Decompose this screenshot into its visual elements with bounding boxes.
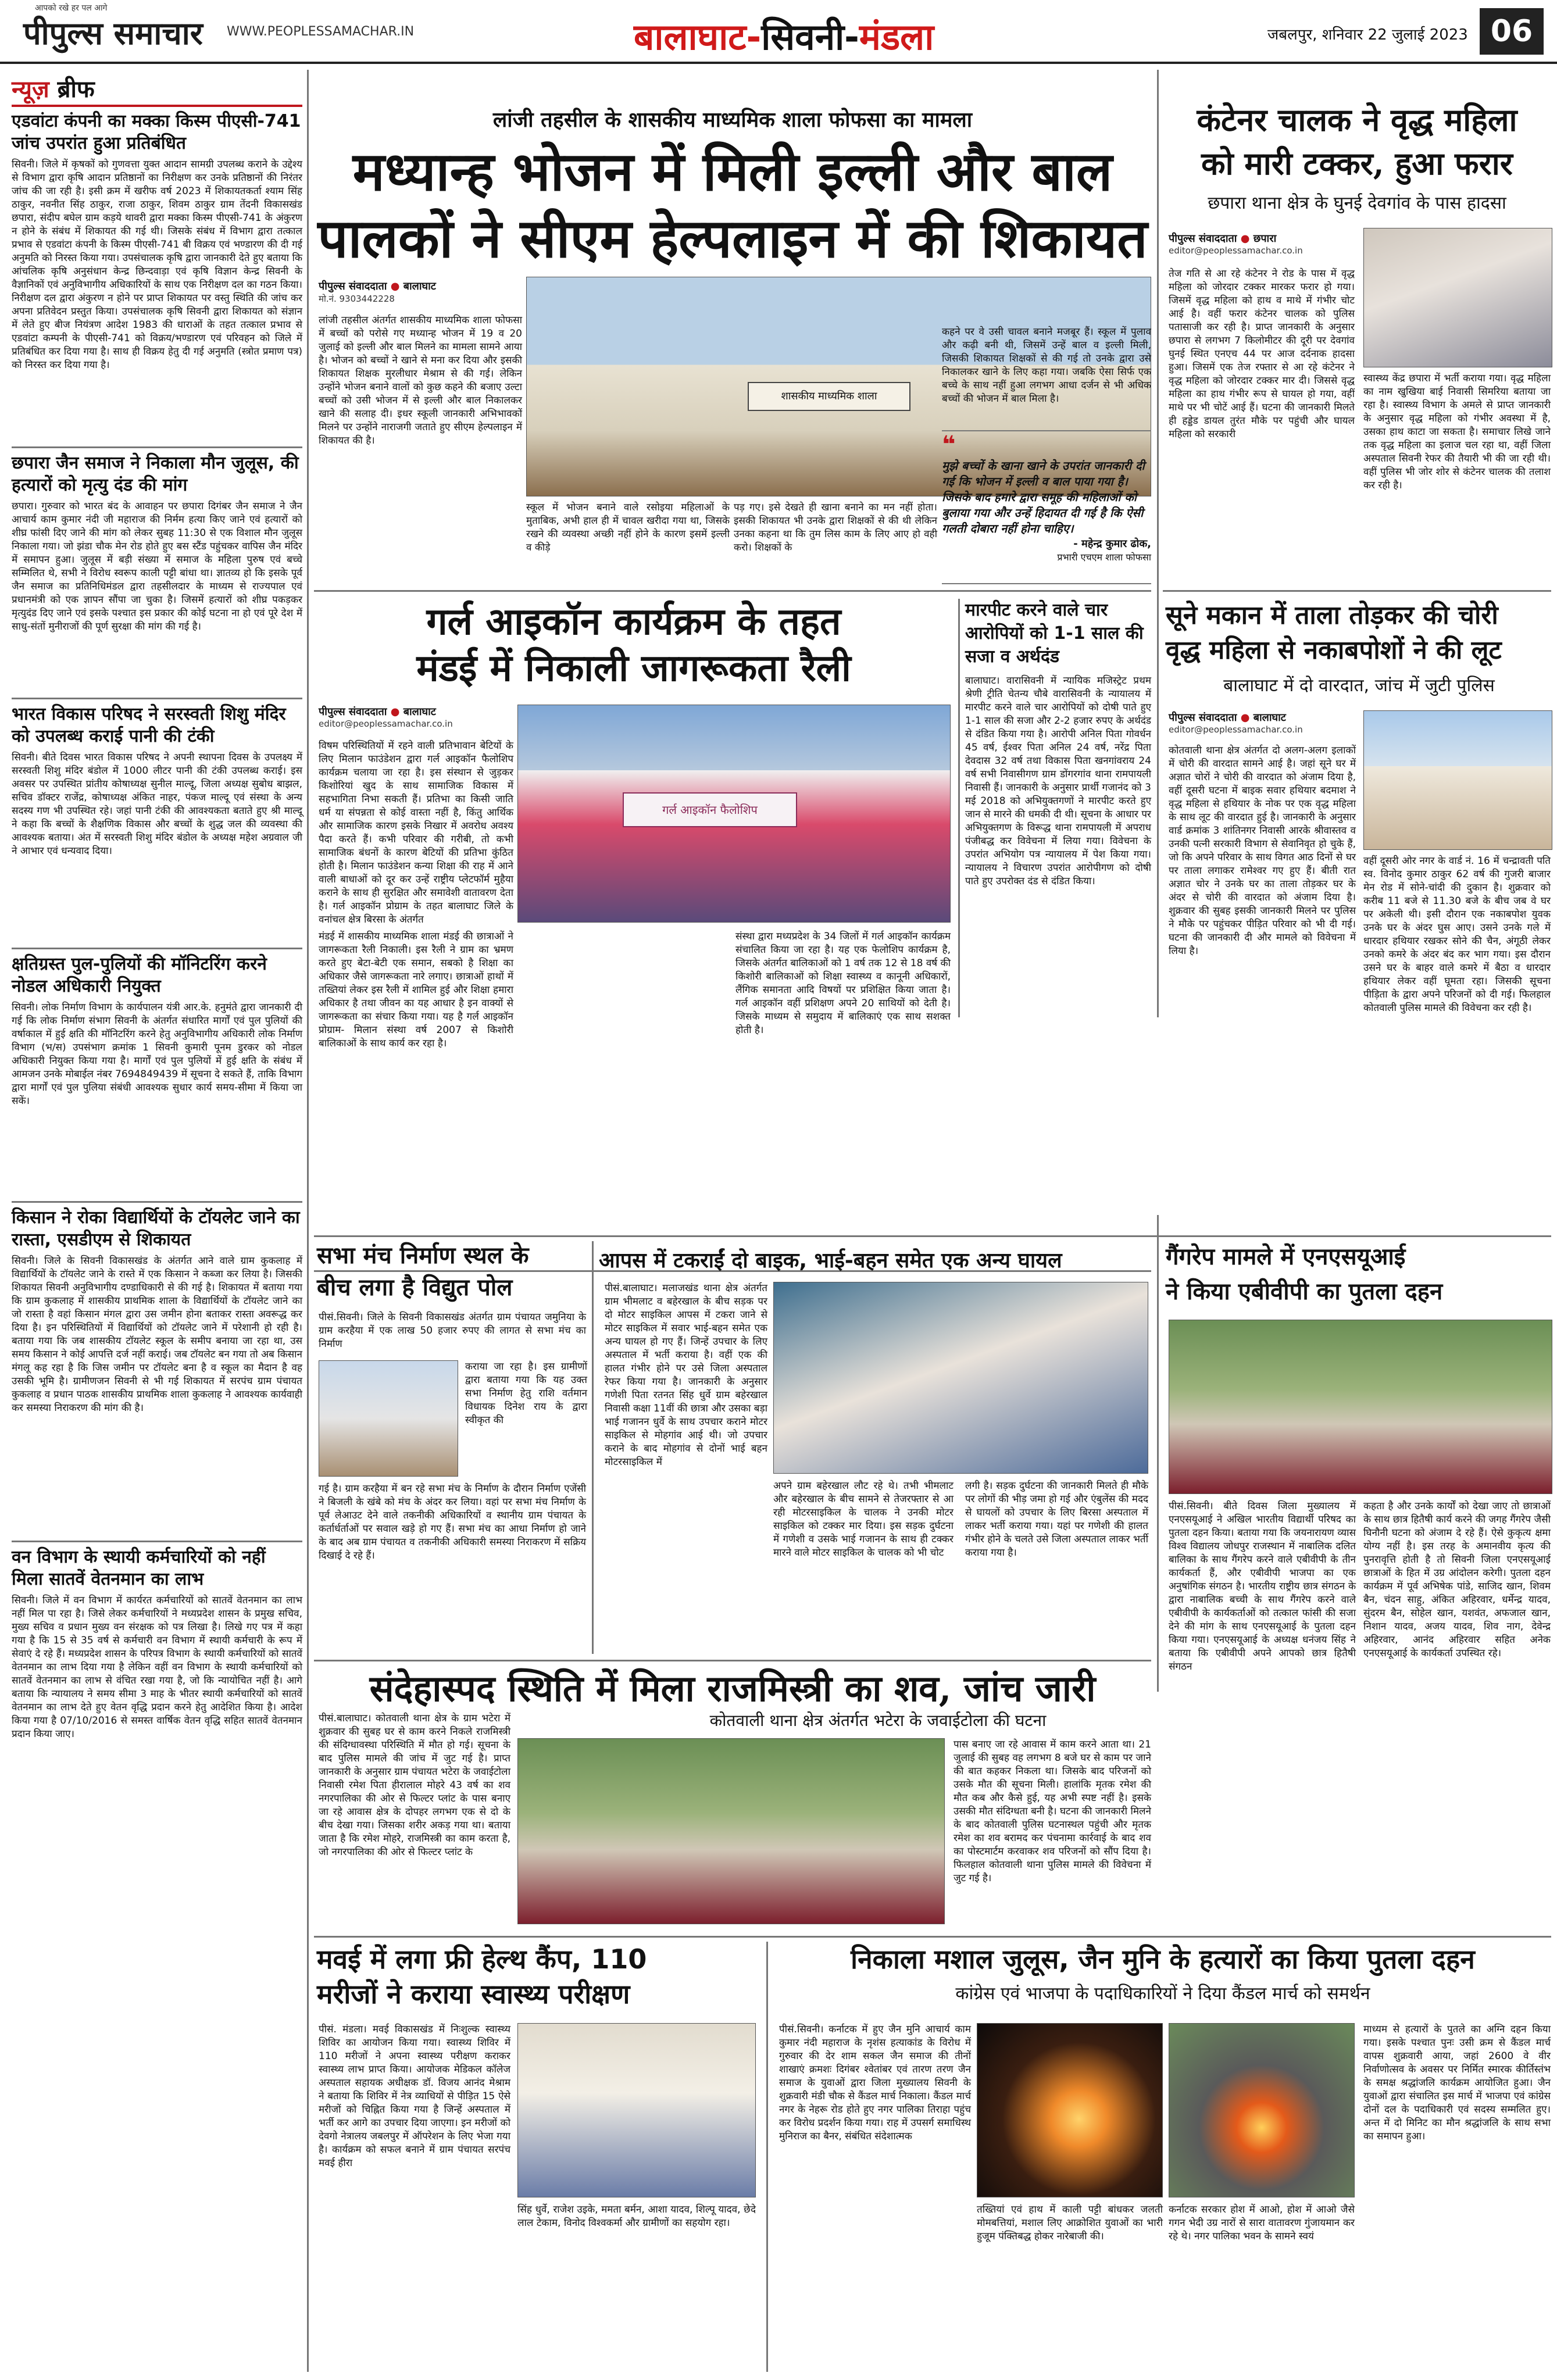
lead-kicker: लांजी तहसील के शासकीय माध्यमिक शाला फोफसा का मामला: [492, 108, 973, 132]
column-divider: [307, 70, 309, 2372]
lead-col-1: लांजी तहसील अंतर्गत शासकीय माध्यमिक शाला फोफसा में बच्चों को परोसे गए मध्यान्ह भोजन में 19 व 20 जुलाई को इल्ली और बाल मिलने का मामला सामने आया है। भोजन को बच्चों ने खाने से मना कर दिया और इसकी शिकायत शिक्षक मुरलीधार मेश्राम से की गई। लेकिन उन्होंने भोजन बनाने वालों को कुछ कहने की बजाए उल्टा बच्चों को उसी भोजन में से इल्ली और बाल निकालकर खाने की सलाह दी। इधर स्कूली जानकारी अभिभावकों मिलने पर उन्होंने नाराजगी जताते हुए सीएम हेल्पलाइन में शिकायत की है।: [319, 315, 522, 446]
health-col-1: पीसं. मंडला। मवई विकासखंड में निःशुल्क स्वास्थ्य शिविर का आयोजन किया गया। स्वास्थ्य शिविर में 110 मरीजों ने अपना स्वास्थ्य परीक्षण कराकर स्वास्थ्य लाभ प्राप्त किया। आयोजक मेडिकल कॉलेज अस्पताल सहायक अधीक्षक डॉ. विजय आनंद मेश्राम ने बताया कि शिविर में नेत्र व्याधियों से पीड़ित 15 ऐसे मरीजों को चिह्नित किया गया है जिन्हें अस्पताल में भर्ती कर आगे का उपचार दिया जाएगा। इन मरीजों को देवगो नेत्रालय जबलपुर में ऑपरेशन के लिए भेजा गया है। कार्यक्रम को सफल बनाने में ग्राम पंचायत सरपंच मवई हीरा: [319, 2024, 510, 2169]
brief-body: सिवनी। जिले में कृषकों को गुणवत्ता युक्त आदान सामग्री उपलब्ध कराने के उद्देश्य से विभाग द्वारा कृषि आदान प्रतिष्ठानों का निरीक्षण कर उनके प्रतिष्ठानों की निरंतर जांच की जा रही है। इसी क्रम में खरीफ वर्ष 2023 में शिकायतकर्ता श्याम सिंह ठाकुर, नवनीत सिंह ठाकुर, राजा ठाकुर, शिवम ठाकुर ग्राम तेंदनी विकासखंड छपारा, संदीप बघेल ग्राम कड़ये थावरी द्वारा मक्का किस्म पीएसी-741 के अंकुरण न होने के संबंध में शिकायत की गई थी। जिसके संबंध में विभाग द्वारा तत्काल प्रभाव से एडवांटा कंपनी के किस्म पीएसी-741 बी विक्रय एवं भण्डारण की दी गई अनुमति को निरस्त किया गया। उपसंचालक कृषि द्वारा जानकारी देते हुए बताया कि आंचलिक कृषि अनुसंधान केन्द्र छिन्दवाड़ा एवं कृषि विज्ञान केन्द्र सिवनी के वैज्ञानिकों एवं अनुविभागीय अधिकारियों के साथ एक निरीक्षण दल का गठन किया। निरीक्षण दल द्वारा अंकुरण न होने पर प्राप्त शिकायत पर वस्तु स्थिति की जांच कर अपना प्रतिवेदन प्रस्तुत किया। उपसंचालक कृषि सिवनी द्वारा शिकायत को संज्ञान में लेते हुए बीज नियंत्रण आदेश 1983 की धाराओं के तहत तत्काल प्रभाव से एडवांटा कम्पनी के पीएसी-741 को विक्रय/भण्डारण एवं परिवहन को जिले में प्रतिबंधित कर दिया गया है। साथ ही विक्रय हेतु दी गई अनुमति (स्त्रोत प्रमाण पत्र) को निरस्त कर दिया गया है।: [12, 159, 302, 371]
edition-part-3: मंडला: [859, 16, 934, 58]
torch-col-1: पीसं.सिवनी। कर्नाटक में हुए जैन मुनि आचार्य काम कुमार नंदी महाराज के नृशंस हत्याकांड के विरोध में गुरुवार की देर शाम सकल जैन समाज की तीनों शाखाएं क्रमशः दिगंबर श्वेतांबर एवं तारण तरण जैन समाज के युवाओं द्वारा जिला मुख्यालय सिवनी के शुक्रवारी मंडी चौक से कैंडल मार्च निकाला। कैंडल मार्च नगर के नेहरू रोड होते हुए नगर पालिका तिराहा पहुंच कर विरोध प्रदर्शन किया गया। राह में उपसर्ग समाधिस्थ मुनिराज का बैनर, संबंधित संदेशात्मक: [779, 2024, 971, 2142]
pole-photo: [319, 1360, 458, 1477]
house-photo: [1363, 710, 1552, 850]
effigy-burning-photo: [1169, 2023, 1355, 2197]
lead-headline-2[interactable]: पालकों ने सीएम हेल्पलाइन में की शिकायत: [317, 207, 1148, 270]
lead-col-2: स्कूल में भोजन बनाने वाले रसोइया महिलाओं के मुताबिक, अभी हाल ही में चावल खरीदा गया था, जिसके रखने की व्यवस्था अच्छी नहीं होने के कारण इसमें इल्ली व कीड़े: [526, 502, 730, 553]
lead-col-4: कहने पर वे उसी चावल बनाने मजबूर हैं। स्कूल में पुलाव और कढ़ी बनी थी, जिसमें उन्हें बाल व इल्ली मिली, जिसकी शिकायत शिक्षकों से की गई तो उनके द्वारा उसे निकालकर खाने के लिए कहा गया। जबकि ऐसा सिर्फ एक बच्चे के साथ नहीं हुआ लगभग आधा दर्जन से भी अधिक बच्चों की भोजन में बाल मिला है।: [942, 326, 1151, 405]
accident-col-2: अपने ग्राम बहेरखाल लौट रहे थे। तभी भीमलाट और बहेरखाल के बीच सामने से तेजरफ्तार से आ रही मोटरसाइकिल के चालक ने उनकी मोटर साइकिल को टक्कर मार दिया। इस सड़क दुर्घटना में गणेशी व उसके भाई गजानन के साथ ही टक्कर मारने वाले मोटर साइकिल के चालक को भी चोट: [773, 1480, 954, 1559]
girl-icon-headline-2[interactable]: मंडई में निकाली जागरूकता रैली: [416, 646, 851, 690]
brief-title: वन विभाग के स्थायी कर्मचारियों को नहीं मिला सातवें वेतनमान का लाभ: [12, 1547, 266, 1589]
girl-icon-byline: पीपुल्स संवाददाता ● बालाघाट editor@peoplessamachar.co.in: [319, 706, 453, 729]
school-sign: शासकीय माध्यमिक शाला: [748, 382, 910, 411]
container-byline: पीपुल्स संवाददाता ● छपारा editor@peoplessamachar.co.in: [1169, 233, 1303, 256]
divider: [1163, 590, 1551, 592]
edition-part-2: सिवनी-: [761, 16, 859, 58]
edition-part-1: बालाघाट-: [634, 16, 762, 58]
edition-title: [634, 12, 934, 60]
theft-headline-1[interactable]: सूने मकान में ताला तोड़कर की चोरी: [1166, 601, 1498, 630]
container-col-2: स्वास्थ्य केंद्र छपारा में भर्ती कराया गया। वृद्ध महिला का नाम खुखिया बाई निवासी सिमरिया बताया जा रहा है। स्वास्थ्य विभाग के अमले से प्राप्त जानकारी के अनुसार वृद्ध महिला को गंभीर अवस्था में है, उसका हाथ काटा जा सकता है। समाचार लिखे जाने तक वृद्ध महिला का इलाज चल रहा था, वहीं जिला अस्पताल सिवनी रेफर की तैयारी भी की जा रही थी। वहीं पुलिस भी जोर शोर से कंटेनर चालक की तलाश कर रही है।: [1363, 373, 1551, 491]
rally-banner: गर्ल आइकॉन फैलोशिप: [623, 792, 797, 827]
health-headline-2[interactable]: मरीजों ने कराया स्वास्थ्य परीक्षण: [317, 1978, 630, 2010]
torch-headline[interactable]: निकाला मशाल जुलूस, जैन मुनि के हत्यारों का किया पुतला दहन: [851, 1943, 1475, 1975]
torch-col-3: कर्नाटक सरकार होश में आओ, होश में आओ जैसे गगन भेदी उग्र नारों से सारा वातावरण गुंजायमान कर रहे थे। नगर पालिका भवन के सामने स्वयं: [1169, 2204, 1355, 2242]
assault-headline[interactable]: मारपीट करने वाले चार आरोपियों को 1-1 साल की सजा व अर्थदंड: [965, 600, 1144, 667]
injured-siblings-photo: [773, 1282, 1148, 1474]
theft-byline: पीपुल्स संवाददाता ● बालाघाट editor@peoplessamachar.co.in: [1169, 712, 1303, 735]
mason-col-2: पास बनाए जा रहे आवास में काम करने आता था। 21 जुलाई की सुबह वह लगभग 8 बजे घर से काम पर जाने की बात कहकर निकला था। जिसके बाद परिजनों को उसके मौत की सूचना मिली। हालांकि मृतक रमेश की मौत कब और कैसे हुई, यह अभी स्पष्ट नहीं है। इसके उसकी मौत संदिग्धता बनी है। घटना की जानकारी मिलने के बाद कोतवाली पुलिस घटनास्थल पहुंची और मृतक रमेश का शव बरामद कर पंचनामा कार्रवाई के बाद शव का पोस्टमार्टम करवाकर शव परिजनों को सौंप दिया है। फिलहाल कोतवाली थाना पुलिस मामले की विवेचना में जुट गई है।: [954, 1739, 1151, 1884]
nsui-col-2: कहता है और उनके कार्यों को देखा जाए तो छात्राओं के साथ छात्र हितैषी कार्य करने की जगह गैंगरेप जैसी घिनौनी घटना को अंजाम दे रहे हैं। ऐसे कुकृत्य क्षमा योग्य नहीं है। इस तरह के अमानवीय कृत्य की पुनरावृत्ति होती है तो सिवनी जिला एनएसयूआई छात्राओं के हित में उग्र आंदोलन करेगी। पुतला दहन कार्यक्रम में पूर्व अभिषेक पांडे, साजिद खान, शिवम बैन, चंदन साहु, अंकित अहिरवार, धर्मेन्द्र यादव, सुंदरम बैन, सोहेल खान, यशवंत, अफजाल खान, निशान यादव, अजय यादव, शिव नाग, देवेन्द्र अहिरवार, आनंद अहिरवार सहित अनेक एनएसयूआई के कार्यकर्ता उपस्थित रहे।: [1363, 1500, 1551, 1659]
brief-item[interactable]: [12, 452, 302, 696]
pole-col-2: कराया जा रहा है। इस ग्रामीणों द्वारा बताया गया कि यह उक्त सभा निर्माण हेतु राशि वर्तमान विधायक दिनेश राय के द्वारा स्वीकृत की: [465, 1361, 587, 1426]
divider: [12, 446, 302, 448]
divider: [12, 698, 302, 699]
column-divider: [958, 599, 960, 1017]
torch-march-photo: [977, 2023, 1163, 2197]
lead-byline: पीपुल्स संवाददाता ● बालाघाट मो.नं. 9303442228: [319, 280, 436, 304]
girl-icon-col-1: मंडई में शासकीय माध्यमिक शाला मंडई की छात्राओं ने जागरूकता रैली निकाली। इस रैली ने ग्राम का भ्रमण करते हुए बेटा-बेटी एक समान, सबको है शिक्षा का अधिकार जैसे जागरूकता नारे लगाए। छात्राओं हाथों में तख्तियां लेकर इस रैली में शामिल हुई और शिक्षा हमारा अधिकार है तथा जीवन का यह आधार है इन वाक्यों से जागरूकता का संचार किया गया। यह है गर्ल आइकॉन प्रोग्राम- मिलान संस्था वर्ष 2007 से किशोरी बालिकाओं के साथ कार्य कर रहा है।: [319, 931, 513, 1049]
brief-rule: [12, 105, 302, 107]
lead-col-3: पड़ गए। इसे देखते ही खाना बनाने का मन नहीं होता। इसकी शिकायत भी उनके द्वारा शिक्षकों से की थी लेकिन उनका कहना था कि तुम लिस काम के लिए आए हो वही करो। शिक्षकों के: [734, 502, 937, 553]
brief-item[interactable]: [12, 1207, 302, 1532]
girl-icon-headline-1[interactable]: गर्ल आइकॉन कार्यक्रम के तहत: [426, 600, 841, 644]
divider: [12, 948, 302, 949]
pole-col-1: पीसं.सिवनी। जिले के सिवनी विकासखंड अंतर्गत ग्राम पंचायत जमुनिया के ग्राम करहैया में एक लाख 50 हजार रुपए की लागत से सभा मंच का निर्माण: [319, 1311, 586, 1350]
pole-headline-2[interactable]: बीच लगा है विद्युत पोल: [317, 1274, 513, 1301]
container-col-1: तेज गति से आ रहे कंटेनर ने रोड के पास में वृद्ध महिला को जोरदार टक्कर मारकर फरार हो गया। जिसमें वृद्ध महिला को हाथ व माथे में गंभीर चोट आई है। वहीं फरार कंटेनर चालक को पुलिस पतासाजी कर रही है। प्राप्त जानकारी के अनुसार छपारा से लगभग 7 किलोमीटर की दूरी पर देवगांव घुनई स्थित एनएच 44 पर आज दर्दनाक हादसा हुआ। जिसमें एक तेज रफ्तार से आ रहे कंटेनर ने वृद्ध महिला को जोरदार टक्कर मार दी। जिससे वृद्ध महिला का हाथ गंभीर रूप से घायल हो गया, वहीं माथे पर भी चोटें आई हैं। घटना की जानकारी मिलते ही हड्डेड डायल तुरंत मौके पर पहुंची और घायल महिला को सरकारी: [1169, 268, 1355, 440]
theft-subhead: बालाघाट में दो वारदात, जांच में जुटी पुलिस: [1223, 676, 1495, 696]
mason-subhead: कोतवाली थाना क्षेत्र अंतर्गत भटेरा के जवाईटोला की घटना: [709, 1711, 1047, 1730]
brief-title: एडवांटा कंपनी का मक्का किस्म पीएसी-741 जांच उपरांत हुआ प्रतिबंधित: [12, 111, 301, 153]
news-brief-title: न्यूज़ ब्रीफ: [12, 76, 95, 103]
pole-col-3: गई है। ग्राम करहैया में बन रहे सभा मंच के निर्माण के दौरान निर्माण एजेंसी ने बिजली के खंबे को मंच के अंदर कर लिया। वहां पर सभा मंच निर्माण के पूर्व लेआउट देने वाले तकनीकी अधिकारियों व स्थानीय ग्राम पंचायत के कर्तार्धर्ताओं पर सवाल खड़े हो गए हैं। सभा मंच का आधा निर्माण हो जाने के बाद अब ग्राम पंचायत व तकनीकी अधिकारी समस्या निराकरण में सक्रिय दिखाई दे रहे हैं।: [319, 1483, 586, 1561]
website-url[interactable]: WWW.PEOPLESSAMACHAR.IN: [227, 24, 415, 39]
brief-title: छपारा जैन समाज ने निकाला मौन जुलूस, की हत्यारों को मृत्यु दंड की मांग: [12, 453, 299, 495]
nsui-headline-2[interactable]: ने किया एबीवीपी का पुतला दहन: [1166, 1278, 1443, 1305]
lead-quote: ❝ मुझे बच्चों के खाना खाने के उपरांत जानकारी दी गई कि भोजन में इल्ली व बाल पाया गया है। जिसके बाद हमारे द्वारा समूह की महिलाओं को बुलाया गया और उन्हें हिदायत दी गई है कि ऐसी गलती दोबारा नहीं होना चाहिए। - महेन्द्र कुमार ढोक, प्रभारी एचएम शाला फोफसा: [942, 430, 1151, 584]
girl-icon-col-2: विषम परिस्थितियों में रहने वाली प्रतिभावान बेटियों के लिए मिलान फाउंडेशन द्वारा गर्ल आइकॉन फैलोशिप कार्यक्रम चलाया जा रहा है। इस संस्थान से जुड़कर किशोरियां खुद के साथ सामाजिक विकास में सहभागिता निभा सकती हैं। प्रतिभा का किसी जाति धर्म या संपन्नता से कोई वास्ता नहीं है, किंतु आर्थिक और सामाजिक कारण इसके निखार में अवरोध अवश्य पैदा करते हैं। कभी परिवार की गरीबी, तो कभी सामाजिक बंधनों के कारण बेटियों की प्रतिभा कुंठित होती है। मिलान फाउंडेशन कन्या शिक्षा की राह में आने वाली बाधाओं को दूर कर उन्हें राष्ट्रीय प्लेटफॉर्म मुहैया कराने के साथ ही सुरक्षित और समावेशी वातावरण देता है। गर्ल आइकॉन प्रोग्राम के तहत बालाघाट जिले के वनांचल क्षेत्र बिरसा के अंतर्गत: [319, 740, 513, 925]
nsui-col-1: पीसं.सिवनी। बीते दिवस जिला मुख्यालय में एनएसयूआई ने अखिल भारतीय विद्यार्थी परिषद का पुतला दहन किया। बताया गया कि जयनारायण व्यास विश्व विद्यालय जोधपुर राजस्थान में नाबालिक दलित बालिका के साथ गैंगरेप करने वाले एबीवीपी के तीन कार्यकर्ता हैं, और एबीवीपी भाजपा का एक अनुषांगिक संगठन है। भारतीय राष्ट्रीय छात्र संगठन के द्वारा नाबालिक बच्ची के साथ गैंगरेप करने वाले एबीवीपी के कार्यकर्ताओं को तत्काल फांसी की सजा देने की मांग के साथ एनएसयूआई के पुतला दहन किया गया। एनएसयूआई के अध्यक्ष धनंजय सिंह ने बताया कि एबीवीपी अपने आपको छात्र हितैषी संगठन: [1169, 1500, 1356, 1673]
brief-title: क्षतिग्रस्त पुल-पुलियों की मॉनिटरिंग करने नोडल अधिकारी नियुक्त: [12, 954, 267, 996]
theft-col-1: कोतवाली थाना क्षेत्र अंतर्गत दो अलग-अलग इलाकों में चोरी की वारदात सामने आई है। जहां सूने घर में अज्ञात चोरों ने चोरी की वारदात को अंजाम दिया है, वहीं दूसरी घटना में बाइक सवार हथियार बदमाश ने वृद्ध महिला से हथियार के नोक पर एक वृद्ध महिला के साथ लूट की वारदात हुई है। जानकारी के अनुसार वार्ड क्रमांक 3 शांतिनगर निवासी आरके श्रीवास्तव व उनकी पत्नी सरकारी विभाग से सेवानिवृत हो चुके हैं, जो कि अपने परिवार के साथ विगत आठ दिनों से घर पर ताला लगाकर रामेश्वर गए हुए हैं। बीती रात अज्ञात चोर ने उनके घर का ताला तोड़कर घर के अंदर से चोरी की वारदात को अंजाम दिया है। शुक्रवार की सुबह इसकी जानकारी मिलने पर पुलिस ने मौके पर पहुंचकर पीड़ित परिवार को भी दी गई। घटना की जानकारी दी और मामले को विवेचना में लिया है।: [1169, 745, 1356, 957]
masthead: [0, 0, 1557, 64]
divider: [314, 1660, 1151, 1661]
column-divider: [1157, 70, 1159, 1017]
divider: [314, 1235, 1551, 1237]
brief-title: भारत विकास परिषद ने सरस्वती शिशु मंदिर को उपलब्ध कराई पानी की टंकी: [12, 704, 286, 746]
nsui-headline-1[interactable]: गैंगरेप मामले में एनएसयूआई: [1166, 1243, 1406, 1270]
container-subhead: छपारा थाना क्षेत्र के घुनई देवगांव के पास हादसा: [1208, 193, 1506, 213]
column-divider: [766, 1942, 768, 2372]
lead-headline-1[interactable]: मध्यान्ह भोजन में मिली इल्ली और बाल: [352, 140, 1113, 203]
column-divider: [592, 1241, 594, 1654]
brief-item[interactable]: [12, 703, 302, 942]
brief-item[interactable]: [12, 110, 302, 442]
dateline: जबलपुर, शनिवार 22 जुलाई 2023: [1267, 26, 1468, 44]
container-headline-2[interactable]: को मारी टक्कर, हुआ फरार: [1201, 145, 1513, 182]
brief-title: किसान ने रोका विद्यार्थियों के टॉयलेट जाने का रास्ता, एसडीएम से शिकायत: [12, 1207, 300, 1250]
assault-body: बालाघाट। वारासिवनी में न्यायिक मजिस्ट्रेट प्रथम श्रेणी ट्रीति चेतन्य चौबे वारासिवनी के न्यायालय में मारपीट करने वाले चार आरोपियों को दोषी पाते हुए 1-1 साल की सजा और 2-2 हजार रुपए के अर्थदंड से दंडित किया गया है। आरोपी अनिल पिता गोवर्धन 45 वर्ष, ईश्वर पिता अनिल 24 वर्ष, नरेंद्र पिता देवदास 32 वर्ष तथा विकास पिता खनगांवराय 24 वर्ष सभी निवासीगण ग्राम डोंगरगांव थाना रामपायली निवासी हैं। जानकारी के अनुसार प्रार्थी गजानंद को 3 मई 2018 को अभियुक्तगणों ने मारपीट करते हुए जान से मारने की धमकी दी थी। सूचना के आधार पर अभियुक्तगण के विरूद्ध थाना रामपायली में अपराध पंजीबद्ध कर विवेचना में लिया गया। विवेचना के उपरांत अभियोग पत्र न्यायालय में पेश किया गया। न्यायालय ने विचारण उपरांत आरोपीगण को दोषी पाते हुए उपरोक्त दंड से दंडित किया।: [965, 675, 1151, 887]
logo-tagline: आपको रखे हर पल आगे: [35, 3, 108, 13]
accident-col-1: पीसं.बालाघाट। मलाजखंड थाना क्षेत्र अंतर्गत ग्राम भीमलाट व बहेरखाल के बीच सड़क पर दो मोटर साइकिल आपस में टकरा जाने से मोटर साइकिल में सवार भाई-बहन समेत एक अन्य घायल हो गए हैं। जिन्हें उपचार के लिए अस्पताल में भर्ती कराया है। वहीं एक की हालत गंभीर होने पर उसे जिला अस्पताल रेफर किया गया है। जानकारी के अनुसार गणेशी पिता रतनत सिंह धुर्वे ग्राम बहेरखाल निवासी कक्षा 11वीं की छात्रा और उसका बड़ा भाई गजानन धुर्वे के साथ उपचार कराने मोटर साइकिल से मोहगांव आई थी। जो उपचार कराने के बाद मोहगांव से दोनों भाई बहन मोटरसाइकिल में: [605, 1282, 767, 1468]
injured-woman-photo: [1363, 228, 1552, 367]
mason-col-1: पीसं.बालाघाट। कोतवाली थाना क्षेत्र के ग्राम भटेरा में शुक्रवार की सुबह घर से काम करने निकले राजमिस्त्री की संदिग्धावस्था परिस्थिति में मौत हो गई। सूचना के बाद पुलिस मामले की जांच में जुट गई है। प्राप्त जानकारी के अनुसार ग्राम पंचायत भटेरा के जवाईटोला निवासी रमेश पिता हीरालाल मोहरे 43 वर्ष का शव नगरपालिका की ओर से फिल्टर प्लांट के पास बनाए जा रहे आवास क्षेत्र के दोपहर लगभग एक से दो के बीच देखा गया। जिसका शरीर अकड़ गया था। बताया जाता है कि रमेश मोहरे, राजमिस्त्री का काम करता है, जो नगरपालिका की ओर से फिल्टर प्लांट के: [319, 1713, 510, 1858]
girl-icon-col-3: संस्था द्वारा मध्यप्रदेश के 34 जिलों में गर्ल आइकॉन कार्यक्रम संचालित किया जा रहा है। यह एक फेलोशिप कार्यक्रम है, जिसके अंतर्गत बालिकाओं को 1 वर्ष तक 12 से 18 वर्ष की किशोरी बालिकाओं को शिक्षा स्वास्थ्य व कानूनी अधिकारों, लैंगिक समानता आदि विषयों पर प्रशिक्षित किया जाता है। गर्ल आइकॉन वहीं प्रशिक्षण अपने 20 साथियों को देती है। जिसके माध्यम से समुदाय में बालिकाएं एक साथ सशक्त होती है।: [735, 931, 951, 1036]
torch-subhead: कांग्रेस एवं भाजपा के पदाधिकारियों ने दिया कैंडल मार्च को समर्थन: [955, 1984, 1370, 2004]
newspaper-logo[interactable]: पीपुल्स समाचार: [23, 15, 203, 52]
accident-headline[interactable]: आपस में टकराईं दो बाइक, भाई-बहन समेत एक अन्य घायल: [599, 1249, 1062, 1273]
brief-body: छपारा। गुरुवार को भारत बंद के आवाहन पर छपारा दिगंबर जैन समाज ने जैन आचार्य काम कुमार नंदी जी महाराज की निर्मम हत्या किए जाने एवं हत्यारों को शीघ्र फांसी दिए जाने की मांग को लेकर सुबह 11:30 से एक विशाल मौन जुलूस निकाला गया। जो झंडा चौक मेन रोड होते हुए बस स्टैंड पहुंचकर वापिस जैन मंदिर में समापन हुआ। जुलूस में बड़ी संख्या में समाज के महिला पुरुष एवं बच्चे सम्मिलित थे, सभी ने विरोध स्वरूप काली पट्टी बांधा था। ज्ञातव्य हो कि इसके पूर्व जैन समाज का प्रतिनिधिमंडल द्वारा तहसीलदार के माध्यम से राज्यपाल एवं प्रधानमंत्री को एक ज्ञापन सौंपा जा चुका है। जिसमें हत्यारों को शीघ्र पकड़कर मृत्युदंड दिए जाने एवं इसके पश्चात इस प्रकार की कोई घटना ना हो एवं पूरे देश में साधु-संतों मुनीराजों की पूर्ण सुरक्षा की मांग की गई है।: [12, 501, 302, 632]
theft-col-2: वहीं दूसरी ओर नगर के वार्ड नं. 16 में चन्द्रावती पति स्व. विनोद कुमार ठाकुर 62 वर्ष की गुजरी बाजार मेन रोड में सोने-चांदी की दुकान है। शुक्रवार को करीब 11 बजे से 11.30 बजे के बीच जब वे घर पर अकेली थी। इसी दौरान एक नकाबपोश युवक उनके घर के अंदर घुस आए। उसने उनके गले में धारदार हथियार रखकर सोने की चैन, अंगूठी लेकर उनको कमरे के अंदर बंद कर भाग गया। इस दौरान उसने घर के बाहर वाले कमरे में बैठा व धारदार हथियार लेकर वहीं घूमता रहा। जिसकी सूचना पीड़िता के द्वारा अपने परिजनों को दी गई। फिलहाल कोतवाली पुलिस मामले की विवेचना कर रही है।: [1363, 855, 1551, 1014]
brief-body: सिवनी। जिले के सिवनी विकासखंड के अंतर्गत आने वाले ग्राम कुकलाह में विद्यार्थियों के टॉयलेट जाने के रास्ते में एक किसान ने कब्जा कर लिया है। जिसकी शिकायत सिवनी अनुविभागीय दण्डाधिकारी से की गई है। शिकायत में बताया गया कि ग्राम कुकलाह में शासकीय प्राथमिक शाला के विद्यार्थियों के टॉयलेट जाने का जो रास्ता है वहां किसान मंगल द्वारा उस जमीन होना बताकर रास्ता अवरूद्ध कर दिया है। इन परिस्थितियों में विद्यार्थियों को टॉयलेट जाने में परेशानी हो रही है। बताया गया कि जब शासकीय टॉयलेट स्कूल के समीप बनाया जा रहा था, उस समय किसान ने कोई आपत्ति दर्ज नहीं कराई। जब टॉयलेट बन गया तो अब किसान मंगलू कह रहा है कि जिस जमीन पर टॉयलेट बना है व स्कूल का मैदान है वह उसकी भूमि है। ग्रामीणजन सिवनी से भी गई शिकायत में सरपंच ग्राम पंचायत कुकलाह व प्रधान पाठक शासकीय प्राथमिक शाला कुकलाह ने आवश्यक कार्यवाही कर समस्या निराकरण की मांग की है।: [12, 1255, 302, 1414]
quote-icon: ❝: [942, 431, 956, 458]
accident-col-3: लगी है। सड़क दुर्घटना की जानकारी मिलते ही मौके पर लोगों की भीड़ जमा हो गई और एंबुलेंस की मदद से घायलों को उपचार के लिए बिरसा अस्पताल में लाकर भर्ती कराया गया। यहां पर गणेशी की हालत गंभीर होने के चलते उसे जिला अस्पताल लाकर भर्ती कराया गया है।: [965, 1480, 1148, 1559]
health-col-2: सिंह धुर्वे, राजेश उइके, ममता बर्मन, आशा यादव, शिल्पू यादव, छेदे लाल टेकाम, विनोद विश्वकर्मा और ग्रामीणों का सहयोग रहा।: [517, 2204, 756, 2229]
brief-body: सिवनी। बीते दिवस भारत विकास परिषद ने अपनी स्थापना दिवस के उपलक्ष्य में सरस्वती शिशु मंदिर बंडोल में 1000 लीटर पानी की टंकी उपलब्ध कराई। इस अवसर पर उपस्थित प्रांतीय कोषाध्यक्ष सुनील माल्दू, जिला अध्यक्ष सुबोध बाझल, सचिव डॉक्टर राजेंद्र, कोषाध्यक्ष अंकित नाहर, पंकज माल्दू एवं संस्था के अन्य सदस्य गण भी उपस्थित रहे। जहां पानी टंकी की आवश्यकता बताते हुए श्री माल्दू ने कहा कि बच्चों के शैक्षणिक विकास और बच्चों के शुद्ध जल की व्यवस्था की आवश्यक बताया। अंत में सरस्वती शिशु मंदिर बंडोल के अध्यक्ष महेश अग्रवाल जी ने आभार एवं धन्यवाद दिया।: [12, 752, 302, 857]
brief-body: सिवनी। जिले में वन विभाग में कार्यरत कर्मचारियों को सातवें वेतनमान का लाभ नहीं मिल पा रहा है। जिसे लेकर कर्मचारियों ने मध्यप्रदेश शासन के प्रमुख सचिव, मुख्य सचिव व प्रधान मुख्य वन संरक्षक को पत्र लिखा है। लिखे गए पत्र में कहा गया है कि 15 से 35 वर्ष से कर्मचारी वन विभाग में स्थायी कर्मचारी के रूप में सेवाएं दे रहे हैं। मध्यप्रदेश शासन के परिपत्र विभाग के स्थायी कर्मचारियों को सातवें वेतनमान का लाभ दिया गया है लेकिन वहीं वन विभाग के स्थायी कर्मचारियों को सातवें वेतनमान का लाभ से वंचित रखा गया है, जो कि न्यायोचित नहीं है। आगे बताया कि न्यायालय ने समय सीमा 3 माह के भीतर स्थायी कर्मचारियों को सातवें वेतनमान का लाभ देते हुए वेतन वृद्धि प्रदान करने हेतु आदेशित किया है। आदेश किया गया है 07/10/2016 से समस्त वार्षिक वेतन वृद्धि सहित सातवें वेतनमान प्रदान किया जाए।: [12, 1595, 302, 1740]
brief-item[interactable]: [12, 1546, 302, 1872]
rally-photo: [517, 705, 951, 923]
mason-headline[interactable]: संदेहास्पद स्थिति में मिला राजमिस्त्री का शव, जांच जारी: [369, 1667, 1096, 1710]
divider: [12, 1541, 302, 1542]
page-number: 06: [1480, 8, 1544, 55]
divider: [314, 1936, 1551, 1938]
torch-col-2: तख्तियां एवं हाथ में काली पट्टी बांधकर जलती मोमबत्तियां, मशाल लिए आक्रोशित युवाओं का भारी हुजूम पंक्तिबद्ध होकर नारेबाजी की।: [977, 2204, 1163, 2242]
pole-headline-1[interactable]: सभा मंच निर्माण स्थल के: [317, 1242, 529, 1269]
divider: [314, 590, 1151, 592]
brief-item[interactable]: [12, 953, 302, 1198]
dead-body-scene-photo: [517, 1738, 945, 1924]
column-divider: [1157, 1215, 1159, 1692]
container-headline-1[interactable]: कंटेनर चालक ने वृद्ध महिला: [1197, 101, 1517, 138]
protest-photo: [1169, 1320, 1552, 1494]
divider: [12, 1201, 302, 1203]
theft-headline-2[interactable]: वृद्ध महिला से नकाबपोशों ने की लूट: [1166, 635, 1502, 665]
torch-col-4: माध्यम से हत्यारों के पुतले का अग्नि दहन किया गया। इसके पश्चात पुनः उसी क्रम से कैंडल मार्च वापस शुक्रवारी आया, जहां 2600 वे वीर निर्वाणोत्सव के अवसर पर निर्मित स्मारक कीर्तिस्तंभ के समक्ष श्रद्धांजलि कार्यक्रम आयोजित हुआ। जैन युवाओं द्वारा संचालित इस मार्च में भाजपा एवं कांग्रेस दोनों दल के पदाधिकारी एवं सदस्य सम्मलित हुए। अन्त में दो मिनिट का मौन श्रद्धांजलि के साथ सभा का समापन हुआ।: [1363, 2024, 1551, 2142]
brief-body: सिवनी। लोक निर्माण विभाग के कार्यपालन यंत्री आर.के. हनुमंते द्वारा जानकारी दी गई कि लोक निर्माण संभाग सिवनी के अंतर्गत संधारित मार्गों एवं पुल पुलियों की वर्षाकाल में हुई क्षति की मॉनिटरिंग करने हेतु अनुविभागीय अधिकारी लोक निर्माण विभाग (भ/स) उपसंभाग क्रमांक 1 सिवनी कुमारी पूनम डुरकर को नोडल अधिकारी नियुक्त किया गया है। मार्गों एवं पुल पुलियों में हुई क्षति के संबंध में आमजन उनके मोबाईल नंबर 7694849439 में सूचना दे सकते हैं, ताकि विभाग द्वारा मार्गों एवं पुल पुलिया संबंधी आवश्यक सुधार कार्य समय-सीमा में किया जा सकें।: [12, 1002, 302, 1107]
health-camp-photo: [517, 2023, 756, 2197]
health-headline-1[interactable]: मवई में लगा फ्री हेल्थ कैंप, 110: [317, 1943, 647, 1975]
